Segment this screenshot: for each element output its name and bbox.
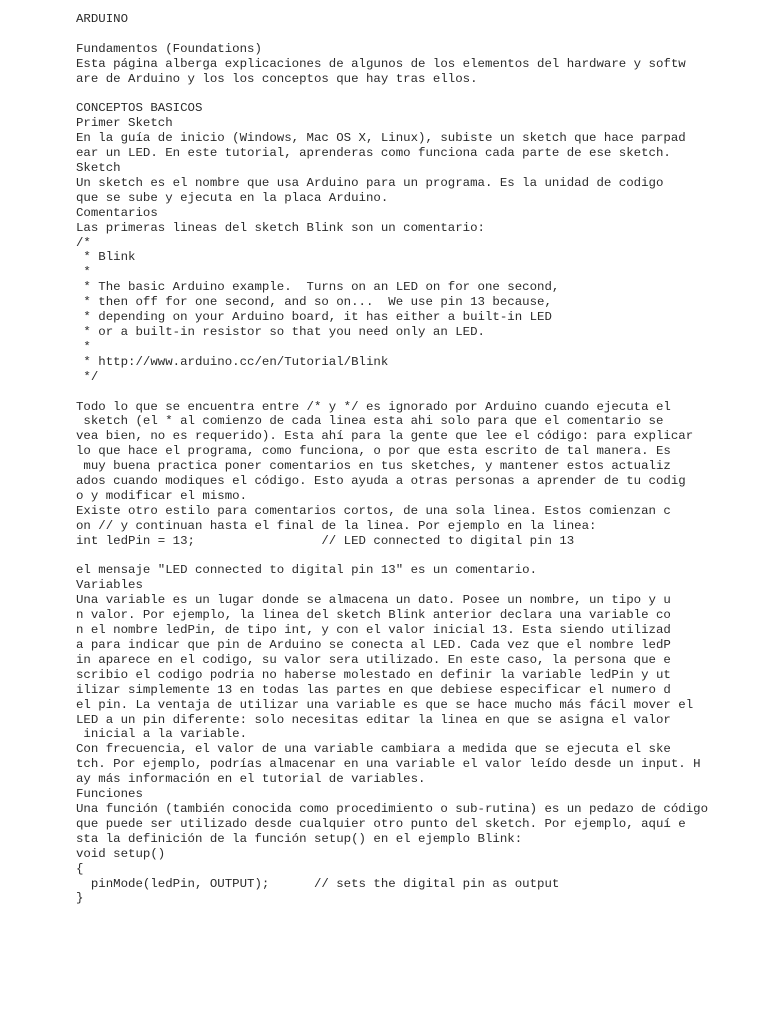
text-line: /* xyxy=(76,235,91,250)
text-line: sketch (el * al comienzo de cada linea esta ahi solo para que el comentario se xyxy=(76,414,664,429)
text-line: muy buena practica poner comentarios en tus sketches, y mantener estos actualiz xyxy=(76,459,671,474)
text-line xyxy=(76,27,716,42)
text-line: * http://www.arduino.cc/en/Tutorial/Blink xyxy=(76,354,389,369)
text-line: el mensaje "LED connected to digital pin 13" es un comentario. xyxy=(76,563,538,578)
text-line: sta la definición de la función setup() en el ejemplo Blink: xyxy=(76,831,523,846)
text-line: Fundamentos (Foundations) xyxy=(76,41,262,56)
text-line: a para indicar que pin de Arduino se conecta al LED. Cada vez que el nombre ledP xyxy=(76,638,671,652)
text-line: ay más información en el tutorial de variables. xyxy=(76,772,426,787)
text-line: } xyxy=(76,891,84,906)
text-line: inicial a la variable. xyxy=(76,727,248,742)
text-line: Comentarios xyxy=(76,205,158,220)
text-line: n valor. Por ejemplo, la linea del sketch Blink anterior declara una variable co xyxy=(76,608,671,623)
text-line: CONCEPTOS BASICOS xyxy=(76,101,203,116)
text-line: LED a un pin diferente: solo necesitas editar la linea en que se asigna el valor xyxy=(76,712,671,727)
text-line: * depending on your Arduino board, it has either a built-in LED xyxy=(76,310,552,325)
text-line: que se sube y ejecuta en la placa Arduino. xyxy=(76,190,389,205)
text-line: ilizar simplemente 13 en todas las partes en que debiese especificar el numero d xyxy=(76,682,671,697)
text-line: void setup() xyxy=(76,846,166,861)
text-line: Sketch xyxy=(76,161,121,176)
text-line: vea bien, no es requerido). Esta ahí para la gente que lee el código: para explicar xyxy=(76,429,694,444)
text-line: Las primeras lineas del sketch Blink son un comentario: xyxy=(76,220,485,235)
text-line: pinMode(ledPin, OUTPUT); // sets the digital pin as output xyxy=(76,876,560,891)
text-line: Primer Sketch xyxy=(76,116,173,131)
text-line: scribio el codigo podria no haberse molestado en definir la variable ledPin y ut xyxy=(76,667,671,682)
text-line: el pin. La ventaja de utilizar una variable es que se hace mucho más fácil mover el xyxy=(76,697,694,712)
text-line: Todo lo que se encuentra entre /* y */ es ignorado por Arduino cuando ejecuta el xyxy=(76,399,671,414)
text-line: ARDUINO xyxy=(76,12,129,26)
text-line: * then off for one second, and so on... We use pin 13 because, xyxy=(76,295,552,310)
text-line: tch. Por ejemplo, podrías almacenar en una variable el valor leído desde un input. H xyxy=(76,757,701,772)
text-line: Con frecuencia, el valor de una variable cambiara a medida que se ejecuta el ske xyxy=(76,742,671,757)
text-line: ear un LED. En este tutorial, aprenderas como funciona cada parte de ese sketch. xyxy=(76,146,671,161)
text-line: * The basic Arduino example. Turns on an LED on for one second, xyxy=(76,280,560,295)
text-line: Existe otro estilo para comentarios cortos, de una sola linea. Estos comienzan c xyxy=(76,503,671,518)
text-line: * xyxy=(76,339,91,354)
text-line: on // y continuan hasta el final de la linea. Por ejemplo en la linea: xyxy=(76,518,597,533)
text-line: * or a built-in resistor so that you need only an LED. xyxy=(76,325,485,339)
text-line xyxy=(76,385,716,400)
text-line: are de Arduino y los los conceptos que hay tras ellos. xyxy=(76,71,478,86)
text-line: lo que hace el programa, como funciona, o por que esta escrito de tal manera. Es xyxy=(76,444,671,459)
text-line: Funciones xyxy=(76,787,143,802)
text-line: En la guía de inicio (Windows, Mac OS X, Linux), subiste un sketch que hace parpad xyxy=(76,131,686,146)
text-line: * xyxy=(76,265,91,280)
text-line: Un sketch es el nombre que usa Arduino para un programa. Es la unidad de codigo xyxy=(76,175,664,190)
document-text xyxy=(76,12,716,906)
text-line: ados cuando modiques el código. Esto ayuda a otras personas a aprender de tu codig xyxy=(76,474,686,489)
text-line: que puede ser utilizado desde cualquier otro punto del sketch. Por ejemplo, aquí e xyxy=(76,816,686,831)
text-line: Esta página alberga explicaciones de algunos de los elementos del hardware y softw xyxy=(76,56,686,71)
text-line: in aparece en el codigo, su valor sera utilizado. En este caso, la persona que e xyxy=(76,652,671,667)
text-line xyxy=(76,549,716,564)
text-line: Variables xyxy=(76,578,143,593)
text-line: o y modificar el mismo. xyxy=(76,488,248,503)
text-line: n el nombre ledPin, de tipo int, y con el valor inicial 13. Esta siendo utilizad xyxy=(76,623,671,638)
text-line: * Blink xyxy=(76,250,136,265)
text-line: Una variable es un lugar donde se almacena un dato. Posee un nombre, un tipo y u xyxy=(76,593,671,608)
text-line: Una función (también conocida como procedimiento o sub-rutina) es un pedazo de código xyxy=(76,801,709,816)
text-line: */ xyxy=(76,369,99,384)
text-line xyxy=(76,87,716,102)
text-line: int ledPin = 13; // LED connected to digital pin 13 xyxy=(76,533,575,548)
text-line: { xyxy=(76,861,84,876)
